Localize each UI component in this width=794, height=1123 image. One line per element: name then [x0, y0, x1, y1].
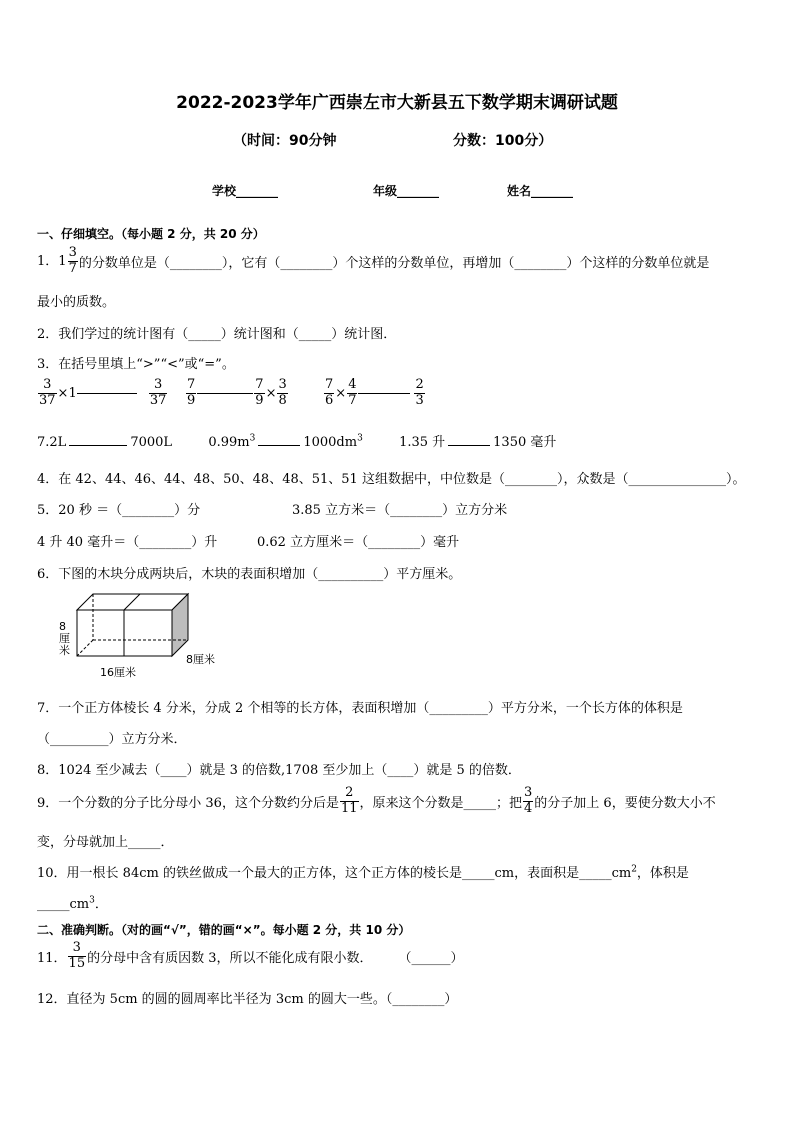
question-3-row-1: $\frac{3}{37}$ ×1 $\frac{3}{37}$	[39, 377, 167, 408]
question-5c: 4 升 40 毫升＝（________）升	[37, 535, 218, 550]
question-1-cont: 最小的质数。	[37, 295, 116, 310]
question-3-row-1b: $\frac{7}{9}$ $\frac{7}{9}$ × $\frac{3}{8}$	[187, 377, 287, 408]
question-7-cont: （_________）立方分米．	[37, 732, 187, 747]
name-field: 姓名_______	[507, 184, 574, 198]
page-title: 2022-2023学年广西崇左市大新县五下数学期末调研试题	[176, 93, 618, 113]
question-10-cont: $\_\_\_\_\_cm^3$．	[37, 895, 108, 912]
question-8: 8．1024 至少减去（____）就是 3 的倍数,1708 至少加上（____）就是 5 的倍数．	[37, 763, 521, 778]
height-label: 8 厘 米	[59, 620, 70, 657]
section-2-heading: 二、准确判断。（对的画“√”，错的画“×”。每小题 2 分，共 10 分）	[37, 923, 411, 937]
question-3-row-1c: $\frac{7}{6}$ × $\frac{4}{7}$ $\frac{2}{3}$	[325, 377, 424, 408]
question-5d: 0.62 立方厘米＝（________）毫升	[257, 535, 460, 550]
question-7: 7．一个正方体棱长 4 分米，分成 2 个相等的长方体，表面积增加（_________）平方分米，一个长方体的体积是	[37, 701, 683, 716]
time-label: （时间：90分钟	[233, 133, 337, 149]
question-6: 6．下图的木块分成两块后，木块的表面积增加（__________）平方厘米。	[37, 567, 462, 582]
score-label: 分数：100分）	[453, 133, 553, 149]
question-4: 4．在 42、44、46、44、48、50、48、48、51、51 这组数据中，中位数是（________），众数是（_______________）。	[37, 472, 746, 487]
question-5a: 5．20 秒 ＝（________）分	[37, 503, 201, 518]
question-1: 1．1 $\frac{3}{7}$ 的分数单位是（________），它有（________）个这样的分数单位，再增加（________）个这样的分数单位就是	[37, 245, 710, 276]
question-2: 2．我们学过的统计图有（_____）统计图和（_____）统计图．	[37, 327, 397, 342]
cuboid-figure	[55, 588, 235, 683]
school-field: 学校_______	[212, 184, 279, 198]
fraction: $\frac{3}{7}$	[68, 245, 77, 276]
question-3: 3．在括号里填上“>”“<”或“=”。	[37, 357, 235, 372]
question-10: 10．用一根长 84cm 的铁丝做成一个最大的正方体，这个正方体的棱长是_____cm，表面积是$\_\_\_\_\_cm^2$，体积是	[37, 864, 689, 881]
question-5b: 3.85 立方米＝（________）立方分米	[292, 503, 508, 518]
section-1-heading: 一、仔细填空。（每小题 2 分，共 20 分）	[37, 227, 265, 241]
question-11: 11． $\frac{3}{15}$ 的分母中含有质因数 3，所以不能化成有限小数． （______）	[37, 940, 464, 971]
length-label: 16厘米	[100, 666, 136, 679]
question-9-cont: 变，分母就加上_____．	[37, 835, 174, 850]
width-label: 8厘米	[186, 653, 215, 666]
question-3-row-2: 7.2L 7000L $0.99m^3$ $1000dm^3$ 1.35 升 1350 毫升	[37, 433, 557, 450]
grade-field: 年级_______	[373, 184, 440, 198]
question-12: 12．直径为 5cm 的圆的圆周率比半径为 3cm 的圆大一些。（________）	[37, 992, 458, 1007]
question-9: 9．一个分数的分子比分母小 36，这个分数约分后是 $\frac{2}{11}$ ，原来这个分数是_____；把 $\frac{3}{4}$ 的分子加上 6，要使分数大小不	[37, 785, 716, 816]
